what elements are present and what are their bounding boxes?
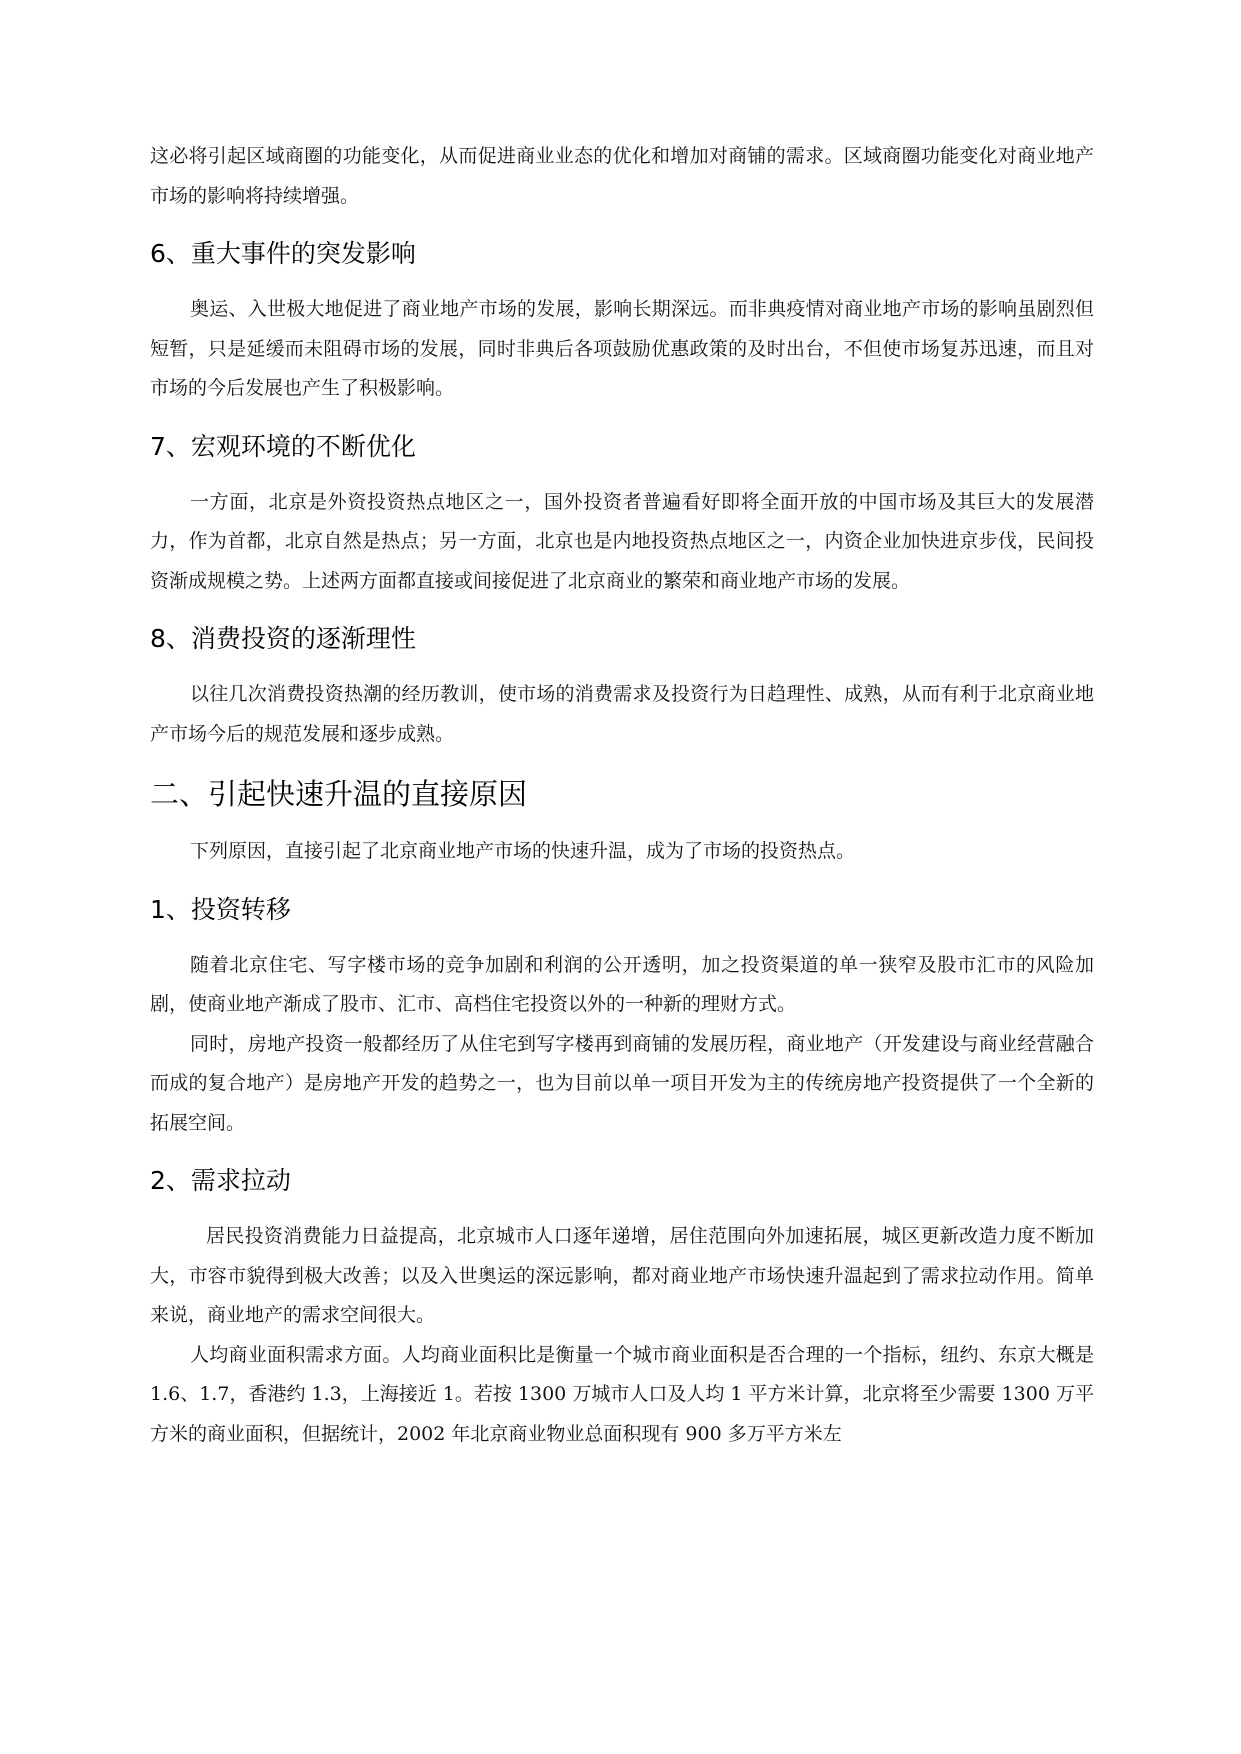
heading-macro-environment: 7、宏观环境的不断优化 (150, 431, 416, 461)
paragraph-demand-pull-1: 居民投资消费能力日益提高，北京城市人口逐年递增，居住范围向外加速拓展，城区更新改造力度不断加大，市容市貌得到极大改善；以及入世奥运的深远影响，都对商业地产市场快速升温起到了需求拉动作用。简单来说，商业地产的需求空间很大。 (150, 1225, 1094, 1326)
heading-direct-causes: 二、引起快速升温的直接原因 (150, 777, 528, 811)
paragraph-demand-pull-2: 人均商业面积需求方面。人均商业面积比是衡量一个城市商业面积是否合理的一个指标，纽约、东京大概是 1.6、1.7，香港约 1.3，上海接近 1。若按 1300 万城市人口及人均 1 平方米计算，北京将至少需要 1300 万平方米的商业面积，但据统计，2002 年北京商业物业总面积现有 900 多万平方米左 (150, 1343, 1094, 1445)
document-page (150, 137, 1094, 1454)
heading-investment-shift: 1、投资转移 (150, 894, 291, 924)
heading-major-events: 6、重大事件的突发影响 (150, 239, 416, 268)
paragraph-macro-environment: 一方面，北京是外资投资热点地区之一，国外投资者普遍看好即将全面开放的中国市场及其巨大的发展潜力，作为首都，北京自然是热点；另一方面，北京也是内地投资热点地区之一，内资企业加快进京步伐，民间投资渐成规模之势。上述两方面都直接或间接促进了北京商业的繁荣和商业地产市场的发展。 (150, 490, 1094, 592)
paragraph-continued: 这必将引起区域商圈的功能变化，从而促进商业业态的优化和增加对商铺的需求。区域商圈功能变化对商业地产市场的影响将持续增强。 (150, 145, 1094, 207)
paragraph-direct-causes-intro: 下列原因，直接引起了北京商业地产市场的快速升温，成为了市场的投资热点。 (190, 840, 856, 862)
heading-rational-investment: 8、消费投资的逐渐理性 (150, 624, 416, 653)
paragraph-investment-shift-2: 同时，房地产投资一般都经历了从住宅到写字楼再到商铺的发展历程，商业地产（开发建设与商业经营融合而成的复合地产）是房地产开发的趋势之一，也为目前以单一项目开发为主的传统房地产投资提供了一个全新的拓展空间。 (150, 1032, 1094, 1134)
heading-demand-pull: 2、需求拉动 (150, 1166, 291, 1195)
paragraph-investment-shift-1: 随着北京住宅、写字楼市场的竞争加剧和利润的公开透明，加之投资渠道的单一狭窄及股市汇市的风险加剧，使商业地产渐成了股市、汇市、高档住宅投资以外的一种新的理财方式。 (150, 953, 1094, 1015)
paragraph-major-events: 奥运、入世极大地促进了商业地产市场的发展，影响长期深远。而非典疫情对商业地产市场的影响虽剧烈但短暂，只是延缓而未阻碍市场的发展，同时非典后各项鼓励优惠政策的及时出台，不但使市场复苏迅速，而且对市场的今后发展也产生了积极影响。 (150, 298, 1094, 399)
paragraph-rational-investment: 以往几次消费投资热潮的经历教训，使市场的消费需求及投资行为日趋理性、成熟，从而有利于北京商业地产市场今后的规范发展和逐步成熟。 (150, 683, 1094, 745)
